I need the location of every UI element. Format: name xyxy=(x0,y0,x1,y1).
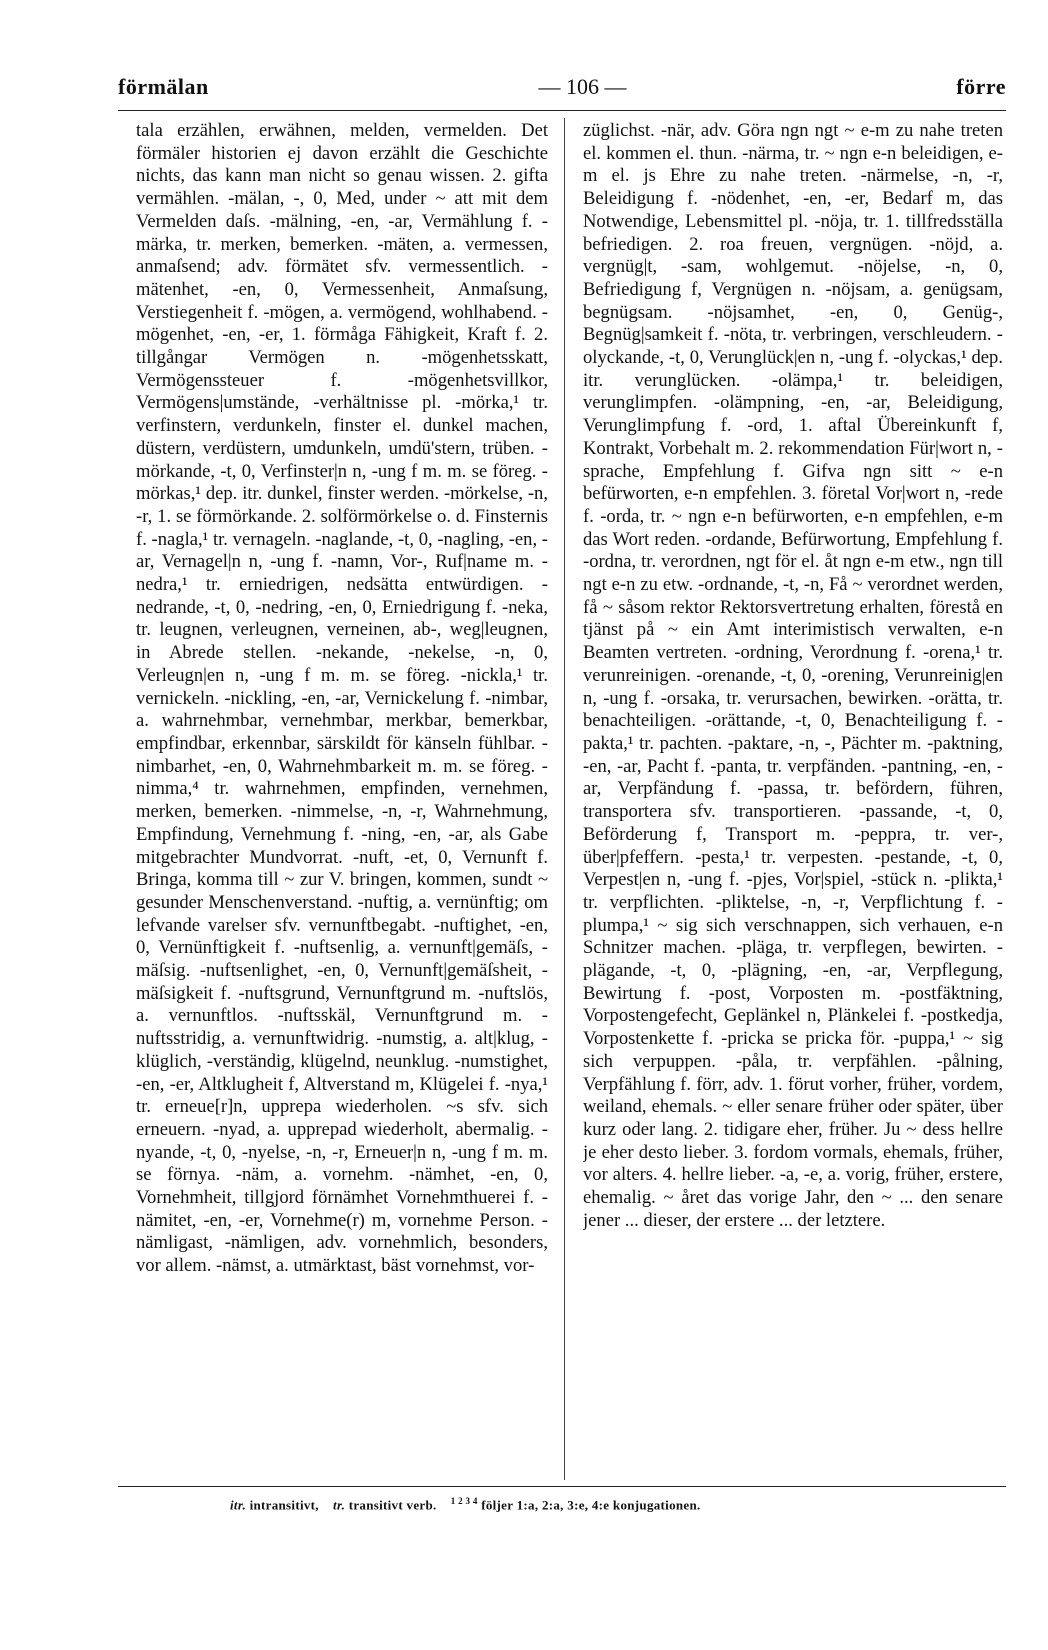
footer-rule xyxy=(118,1486,1006,1487)
footer-conjugation-text: följer 1:a, 2:a, 3:e, 4:e konjugationen. xyxy=(481,1497,701,1513)
header-left-guide-word: förmälan xyxy=(118,74,209,99)
footer-itr-abbr: itr. xyxy=(230,1497,247,1513)
column-divider xyxy=(564,118,565,1480)
footer-tr-text: transitivt verb. xyxy=(348,1497,437,1513)
footer-itr-text: intransitivt, xyxy=(249,1497,319,1513)
page-number: — 106 — xyxy=(538,74,627,99)
page-header xyxy=(118,74,1006,108)
header-rule xyxy=(118,110,1006,111)
abbreviation-footer xyxy=(230,1496,701,1513)
footer-conjugation-numbers: 1 2 3 4 xyxy=(450,1496,478,1506)
right-column-entries: züglichst. -när, adv. Göra ngn ngt ~ e-m zu nahe treten el. kommen el. thun. -närma, tr. ~ ngn e-n beleidigen, e-m el. js Ehre zu nahe treten. -närmelse, -n, -r, Beleidigung f. -nödenhet, -en, -er, Bedarf m, das Notwendige, Lebensmittel pl. -nöja, tr. 1. tillfredsställa befriedigen. 2. roa freuen, vergnügen. -nöjd, a. vergnüg|t, -sam, wohlgemut. -nöjelse, -n, 0, Befriedigung f, Vergnügen n. -nöjsam, a. genügsam, begnügsam. -nöjsamhet, -en, 0, Genüg-, Begnüg|samkeit f. -nöta, tr. verbringen, verschleudern. -olyckande, -t, 0, Verunglück|en n, -ung f. -olyckas,¹ dep. itr. verunglücken. -olämpa,¹ tr. beleidigen, verunglimpfen. -olämpning, -en, -ar, Beleidigung, Verunglimpfung f. -ord, 1. aftal Übereinkunft f, Kontrakt, Vorbehalt m. 2. rekommendation Für|wort n, -sprache, Empfehlung f. Gifva ngn sitt ~ e-n befürworten, e-n empfehlen. 3. företal Vor|wort n, -rede f. -orda, tr. ~ ngn e-n befürworten, e-n empfehlen, e-m das Wort reden. -ordande, Befürwortung, Empfehlung f. -ordna, tr. verordnen, ngt för el. åt ngn e-m etw., ngn till ngt e-n zu etw. -ordnande, -t, -n, Få ~ verordnet werden, få ~ såsom rektor Rektorsvertretung erhalten, förestå en tjänst på ~ ein Amt interimistisch verwalten, e-n Beamten vertreten. -ordning, Verordnung f. -orena,¹ tr. verunreinigen. -orenande, -t, 0, -orening, Verunreinig|en n, -ung f. -orsaka, tr. verursachen, bewirken. -orätta, tr. benachteiligen. -orättande, -t, 0, Benachteiligung f. -pakta,¹ tr. pachten. -paktare, -n, -, Pächter m. -paktning, -en, -ar, Pacht f. -panta, tr. verpfänden. -pantning, -en, -ar, Verpfändung f. -passa, tr. befördern, führen, transportera sfv. transportieren. -passande, -t, 0, Beförderung f, Transport m. -peppra, tr. ver-, über|pfeffern. -pesta,¹ tr. verpesten. -pestande, -t, 0, Verpest|en n, -ung f. -pjes, Vor|spiel, -stück n. -plikta,¹ tr. verpflichten. -pliktelse, -n, -r, Verpflichtung f. -plumpa,¹ ~ sig sich verschnappen, sich verhauen, e-n Schnitzer machen. -pläga, tr. verpflegen, bewirten. -plägande, -t, 0, -plägning, -en, -ar, Verpflegung, Bewirtung f. -post, Vorposten m. -postfäktning, Vorpostengefecht, Geplänkel n, Plänkelei f. -postkedja, Vorpostenkette f. -pricka se pricka för. -puppa,¹ ~ sig sich verpuppen. -påla, tr. verpfählen. -pålning, Verpfählung f. förr, adv. 1. förut vorher, früher, vordem, weiland, ehemals. ~ eller senare früher oder später, über kurz oder lang. 2. tidigare eher, früher. Ju ~ dess hellre je eher desto lieber. 3. fordom vormals, ehemals, früher, vor alters. 4. hellre lieber. -a, -e, a. vorig, früher, erstere, ehemalig. ~ året das vorige Jahr, den ~ ... den senare jener ... dieser, der erstere ... der letztere. xyxy=(583,120,1003,1231)
footer-tr-abbr: tr. xyxy=(333,1497,346,1513)
header-right-guide-word: förre xyxy=(956,74,1006,99)
left-column-entries: tala erzählen, erwähnen, melden, vermelden. Det förmäler historien ej davon erzählt die Geschichte nichts, das kann man nicht so genau wissen. 2. gifta vermählen. -mälan, -, 0, Med, under ~ att mit dem Vermelden daſs. -mälning, -en, -ar, Vermählung f. -märka, tr. merken, bemerken. -mäten, a. vermessen, anmaſsend; adv. förmätet sfv. vermessentlich. -mätenhet, -en, 0, Vermessenheit, Anmaſsung, Verstiegenheit f. -mögen, a. vermögend, wohlhabend. -mögenhet, -en, -er, 1. förmåga Fähigkeit, Kraft f. 2. tillgångar Vermögen n. -mögenhetsskatt, Vermögenssteuer f. -mögenhetsvillkor, Vermögens|umstände, -verhältnisse pl. -mörka,¹ tr. verfinstern, verdunkeln, finster el. dunkel machen, düstern, verdüstern, umdunkeln, umdü'stern, trüben. -mörkande, -t, 0, Verfinster|n n, -ung f m. m. se föreg. -mörkas,¹ dep. itr. dunkel, finster werden. -mörkelse, -n, -r, 1. se förmörkande. 2. solförmörkelse o. d. Finsternis f. -nagla,¹ tr. vernageln. -naglande, -t, 0, -nagling, -en, -ar, Vernagel|n n, -ung f. -namn, Vor-, Ruf|name m. -nedra,¹ tr. erniedrigen, nedsätta entwürdigen. -nedrande, -t, 0, -nedring, -en, 0, Erniedrigung f. -neka, tr. leugnen, verleugnen, verneinen, ab-, weg|leugnen, in Abrede stellen. -nekande, -nekelse, -n, 0, Verleugn|en n, -ung f m. m. se föreg. -nickla,¹ tr. vernickeln. -nickling, -en, -ar, Vernickelung f. -nimbar, a. wahrnehmbar, vernehmbar, merkbar, bemerkbar, empfindbar, erkennbar, särskildt för känseln fühlbar. -nimbarhet, -en, 0, Wahrnehmbarkeit m. m. se föreg. -nimma,⁴ tr. wahrnehmen, empfinden, vernehmen, merken, bemerken. -nimmelse, -n, -r, Wahrnehmung, Empfindung, Vernehmung f. -ning, -en, -ar, als Gabe mitgebrachter Mundvorrat. -nuft, -et, 0, Vernunft f. Bringa, komma till ~ zur V. bringen, kommen, sundt ~ gesunder Menschenverstand. -nuftig, a. vernünftig; om lefvande varelser sfv. vernunftbegabt. -nuftighet, -en, 0, Vernünftigkeit f. -nuftsenlig, a. vernunft|gemäſs, -mäſsig. -nuftsenlighet, -en, 0, Vernunft|gemäſsheit, -mäſsigkeit f. -nuftsgrund, Vernunftgrund m. -nuftslös, a. vernunftlos. -nuftsskäl, Vernunftgrund m. -nuftsstridig, a. vernunftwidrig. -numstig, a. alt|klug, -klüglich, -verständig, klügelnd, neunklug. -numstighet, -en, -er, Altklugheit f, Altverstand m, Klügelei f. -nya,¹ tr. erneue[r]n, upprepa wiederholen. ~s sfv. sich erneuern. -nyad, a. upprepad wiederholt, abermalig. -nyande, -t, 0, -nyelse, -n, -r, Erneuer|n n, -ung f m. m. se förnya. -näm, a. vornehm. -nämhet, -en, 0, Vornehmheit, tillgjord förnämhet Vornehmthuerei f. -nämitet, -en, -er, Vornehme(r) m, vornehme Person. -nämligast, -nämligen, adv. vornehmlich, besonders, vor allem. -nämst, a. utmärktast, bäst vornehmst, vor- xyxy=(136,120,548,1277)
